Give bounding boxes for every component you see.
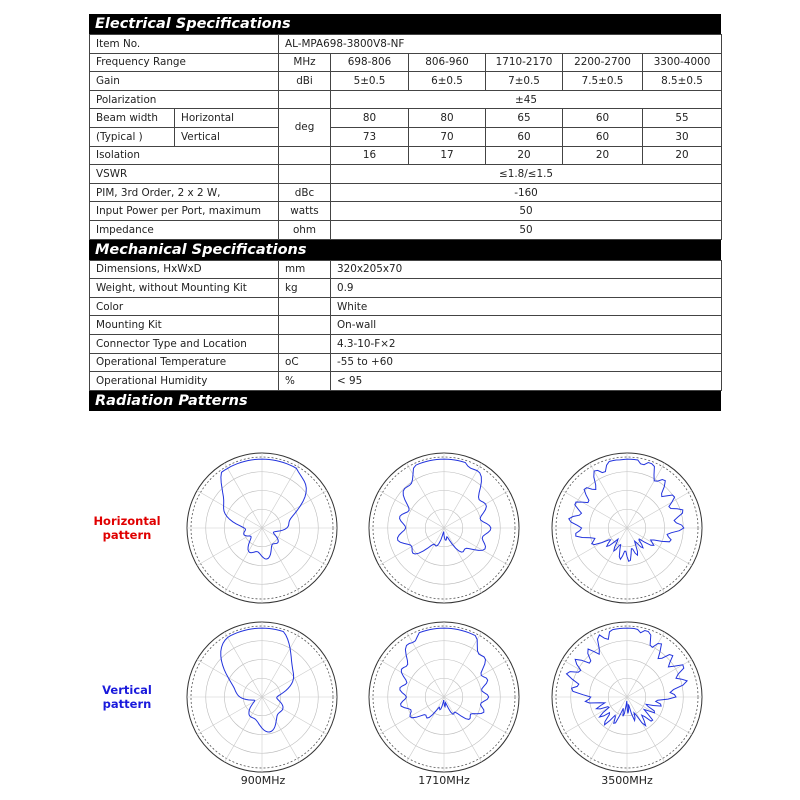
gain-cell: 5±0.5 — [331, 72, 409, 91]
polar-grid-spoke — [197, 697, 262, 735]
frequency-row — [90, 53, 722, 72]
polarization-value: ±45 — [331, 90, 722, 109]
gain-row — [90, 72, 722, 91]
isolation-cell: 20 — [643, 146, 722, 165]
mechanical-value: 4.3-10-F×2 — [331, 334, 722, 353]
beam-v-cell: 73 — [331, 127, 409, 146]
beam-width-label: Beam width — [90, 109, 175, 128]
beam-horizontal-row — [90, 109, 722, 128]
mechanical-value: < 95 — [331, 372, 722, 391]
mechanical-row — [90, 297, 722, 316]
polar-grid-spoke — [407, 632, 445, 697]
mechanical-label: Operational Temperature — [90, 353, 279, 372]
horizontal-label-line1: Horizontal — [93, 514, 161, 528]
polar-grid-spoke — [407, 697, 445, 762]
beam-h-cell: 80 — [409, 109, 486, 128]
mechanical-label: Color — [90, 297, 279, 316]
polar-grid-spoke — [444, 528, 509, 566]
polar-grid-spoke — [262, 697, 327, 735]
mechanical-label: Weight, without Mounting Kit — [90, 279, 279, 298]
polar-grid-spoke — [407, 463, 445, 528]
mechanical-row — [90, 334, 722, 353]
pattern-trace — [221, 628, 294, 732]
beam-unit: deg — [279, 109, 331, 146]
beam-v-cell: 60 — [486, 127, 563, 146]
polar-grid-spoke — [407, 528, 445, 593]
electrical-spec-header: Electrical Specifications — [89, 14, 721, 34]
vswr-row — [90, 165, 722, 184]
band-cell: 806-960 — [409, 53, 486, 72]
frequency-label-3500: 3500MHz — [601, 774, 653, 787]
mechanical-row — [90, 279, 722, 298]
polar-plot — [177, 443, 347, 613]
frequency-label-1710: 1710MHz — [418, 774, 470, 787]
mechanical-row — [90, 260, 722, 279]
item-value: AL-MPA698-3800V8-NF — [279, 35, 722, 54]
polar-grid-spoke — [262, 660, 327, 698]
mechanical-unit — [279, 316, 331, 335]
pim-label: PIM, 3rd Order, 2 x 2 W, — [90, 183, 279, 202]
power-row — [90, 202, 722, 221]
polarization-unit — [279, 90, 331, 109]
vswr-value: ≤1.8/≤1.5 — [331, 165, 722, 184]
polar-grid-spoke — [225, 463, 263, 528]
spec-sheet — [89, 14, 721, 411]
polar-grid-spoke — [627, 632, 665, 697]
mechanical-label: Operational Humidity — [90, 372, 279, 391]
beam-h-cell: 65 — [486, 109, 563, 128]
gain-cell: 7±0.5 — [486, 72, 563, 91]
beam-v-cell: 60 — [563, 127, 643, 146]
band-cell: 1710-2170 — [486, 53, 563, 72]
mechanical-row — [90, 353, 722, 372]
mechanical-value: -55 to +60 — [331, 353, 722, 372]
beam-h-cell: 55 — [643, 109, 722, 128]
polar-grid-spoke — [379, 491, 444, 529]
mechanical-label: Connector Type and Location — [90, 334, 279, 353]
polar-plot — [542, 612, 712, 782]
pattern-trace — [569, 459, 684, 561]
polar-grid-spoke — [590, 463, 628, 528]
polar-grid-spoke — [225, 632, 263, 697]
polar-grid-spoke — [590, 632, 628, 697]
pim-row — [90, 183, 722, 202]
polar-plot — [542, 443, 712, 613]
polar-grid-spoke — [379, 660, 444, 698]
polar-grid-spoke — [262, 632, 300, 697]
polar-grid-spoke — [225, 697, 263, 762]
isolation-cell: 17 — [409, 146, 486, 165]
impedance-value: 50 — [331, 220, 722, 239]
beam-typical-label: (Typical ) — [90, 127, 175, 146]
electrical-spec-table — [89, 34, 722, 240]
polar-grid-spoke — [627, 528, 665, 593]
mechanical-label: Dimensions, HxWxD — [90, 260, 279, 279]
beam-h-cell: 60 — [563, 109, 643, 128]
mechanical-spec-header: Mechanical Specifications — [89, 240, 721, 260]
pim-unit: dBc — [279, 183, 331, 202]
mechanical-row — [90, 372, 722, 391]
polarization-row — [90, 90, 722, 109]
band-cell: 698-806 — [331, 53, 409, 72]
frequency-unit: MHz — [279, 53, 331, 72]
mechanical-unit: mm — [279, 260, 331, 279]
vswr-unit — [279, 165, 331, 184]
gain-unit: dBi — [279, 72, 331, 91]
beam-v-cell: 70 — [409, 127, 486, 146]
item-label: Item No. — [90, 35, 279, 54]
polar-grid-spoke — [627, 463, 665, 528]
polar-grid-spoke — [627, 491, 692, 529]
polar-grid-spoke — [627, 697, 665, 762]
beam-v-cell: 30 — [643, 127, 722, 146]
mechanical-value: White — [331, 297, 722, 316]
polar-grid-spoke — [197, 491, 262, 529]
gain-cell: 7.5±0.5 — [563, 72, 643, 91]
item-row — [90, 35, 722, 54]
gain-label: Gain — [90, 72, 279, 91]
isolation-label: Isolation — [90, 146, 279, 165]
polar-grid-spoke — [590, 528, 628, 593]
horizontal-pattern-label — [86, 514, 168, 542]
isolation-cell: 20 — [563, 146, 643, 165]
polar-grid-spoke — [262, 528, 300, 593]
band-cell: 2200-2700 — [563, 53, 643, 72]
polar-grid-spoke — [225, 528, 263, 593]
mechanical-label: Mounting Kit — [90, 316, 279, 335]
isolation-row — [90, 146, 722, 165]
frequency-label-900: 900MHz — [240, 774, 286, 787]
power-unit: watts — [279, 202, 331, 221]
polar-grid-spoke — [262, 491, 327, 529]
polar-grid-spoke — [197, 660, 262, 698]
mechanical-unit — [279, 297, 331, 316]
isolation-cell: 16 — [331, 146, 409, 165]
polar-grid-spoke — [444, 528, 482, 593]
polar-grid-spoke — [562, 528, 627, 566]
vertical-pattern-label — [86, 683, 168, 711]
isolation-cell: 20 — [486, 146, 563, 165]
polar-grid-spoke — [379, 697, 444, 735]
polar-grid-spoke — [197, 528, 262, 566]
mechanical-unit: oC — [279, 353, 331, 372]
frequency-label: Frequency Range — [90, 53, 279, 72]
impedance-label: Impedance — [90, 220, 279, 239]
vertical-label-line1: Vertical — [102, 683, 152, 697]
polar-grid-spoke — [444, 632, 482, 697]
beam-horizontal-label: Horizontal — [175, 109, 279, 128]
gain-cell: 6±0.5 — [409, 72, 486, 91]
impedance-row — [90, 220, 722, 239]
polar-plot — [177, 612, 347, 782]
polarization-label: Polarization — [90, 90, 279, 109]
pim-value: -160 — [331, 183, 722, 202]
mechanical-value: 320x205x70 — [331, 260, 722, 279]
polar-grid-spoke — [262, 697, 300, 762]
gain-cell: 8.5±0.5 — [643, 72, 722, 91]
radiation-patterns-header: Radiation Patterns — [89, 391, 721, 411]
power-value: 50 — [331, 202, 722, 221]
power-label: Input Power per Port, maximum — [90, 202, 279, 221]
polar-grid-spoke — [444, 697, 482, 762]
isolation-unit — [279, 146, 331, 165]
beam-h-cell: 80 — [331, 109, 409, 128]
beam-vertical-row — [90, 127, 722, 146]
mechanical-spec-table — [89, 260, 722, 391]
polar-grid-spoke — [627, 528, 692, 566]
polar-plot — [359, 612, 529, 782]
mechanical-value: 0.9 — [331, 279, 722, 298]
horizontal-label-line2: pattern — [102, 528, 152, 542]
polar-plot — [359, 443, 529, 613]
impedance-unit: ohm — [279, 220, 331, 239]
polar-grid-spoke — [444, 697, 509, 735]
polar-grid-spoke — [444, 660, 509, 698]
mechanical-unit: kg — [279, 279, 331, 298]
band-cell: 3300-4000 — [643, 53, 722, 72]
polar-grid-spoke — [444, 463, 482, 528]
mechanical-unit: % — [279, 372, 331, 391]
vertical-label-line2: pattern — [102, 697, 152, 711]
mechanical-value: On-wall — [331, 316, 722, 335]
polar-grid-spoke — [444, 491, 509, 529]
polar-grid-spoke — [262, 463, 300, 528]
vswr-label: VSWR — [90, 165, 279, 184]
mechanical-unit — [279, 334, 331, 353]
beam-vertical-label: Vertical — [175, 127, 279, 146]
mechanical-row — [90, 316, 722, 335]
